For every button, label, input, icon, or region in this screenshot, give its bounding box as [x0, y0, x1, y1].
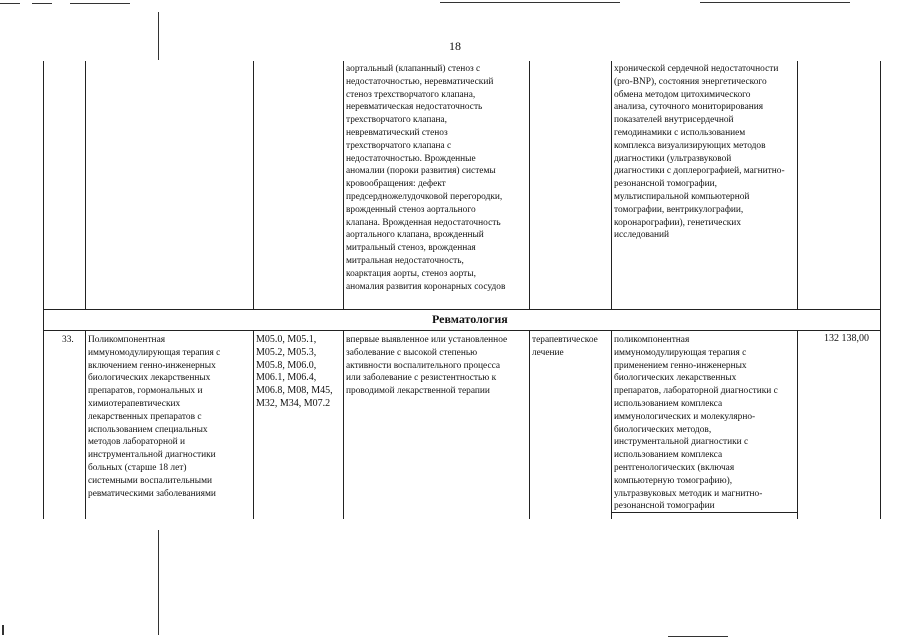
col-divider-2b: [253, 330, 254, 519]
col-divider-4: [529, 61, 530, 309]
scan-artifact-vertical-bottom: [158, 530, 159, 635]
scan-artifact-top-left: [0, 3, 20, 4]
row-method-cell: поликомпонентная иммуномодулирующая терапия с применением генно-инженерных биологических лекарственных препаратов, лабораторной диагностики с использованием комплекса иммунологических и молекулярно- биологических методов, инструментальной диагностики с использованием комплекса рентгенологических (включая компьютерную томографию), ультразвуковых методик и магнитно- резонансной томографии: [614, 335, 778, 512]
scan-artifact-top-left-2: [32, 3, 52, 4]
section-top-border: [43, 309, 881, 310]
scan-artifact-left-edge: [2, 625, 4, 635]
row-codes-cell: M05.0, M05.1, M05.2, M05.3, M05.8, M06.0, M06.1, M06.4, M06.8, M08, M45, M32, M34, M07.2: [256, 334, 333, 409]
row-name-cell: Поликомпонентная иммуномодулирующая терапия с включением генно-инженерных биологических лекарственных препаратов, гормональных и химиотерапевтических лекарственных препаратов с использованием специальных методов лабораторной и инструментальной диагностики больных (старше 18 лет) системными воспалительными ревматическими заболеваниями: [88, 335, 221, 499]
page-number: 18: [449, 39, 461, 53]
scan-artifact-bottom-right: [668, 636, 728, 637]
col-divider-3: [343, 61, 344, 309]
col-divider-3b: [343, 330, 344, 519]
table-border-right: [880, 61, 881, 519]
row-number: 33.: [62, 335, 74, 345]
method-cell-bottom: [611, 512, 798, 513]
col-divider-1: [85, 61, 86, 309]
continuation-disease-cell: аортальный (клапанный) стеноз с недостаточностью, неревматический стеноз трехстворчатого клапана, неревматическая недостаточность трехстворчатого клапана, невревматический стеноз трехстворчатого клапана с недостаточностью. Врожденные аномалии (пороки развития) системы кровообращения: дефект предсердножелудочковой перегородки, врожденный стеноз аортального клапана. Врожденная недостаточность аортального клапана, врожденный митральный стеноз, врожденная митральная недостаточность, коарктация аорты, стеноз аорты, аномалия развития коронарных сосудов: [346, 64, 506, 292]
scan-artifact-top-left-3: [70, 3, 130, 4]
row-treatment-type-cell: терапевтическое лечение: [532, 335, 598, 358]
table-border-left: [43, 61, 44, 519]
col-divider-2: [253, 61, 254, 309]
col-divider-5b: [611, 330, 612, 519]
scan-artifact-vertical: [158, 12, 159, 60]
row-cost-cell: 132 138,00: [824, 333, 869, 344]
section-bottom-border: [43, 330, 881, 331]
section-title: Ревматология: [432, 312, 508, 326]
row-patient-model-cell: впервые выявленное или установленное заболевание с высокой степенью активности воспалительного процесса или заболевание с резистентностью к проводимой лекарственной терапии: [346, 335, 508, 397]
col-divider-4b: [529, 330, 530, 519]
scan-artifact-top-right: [700, 2, 850, 3]
continuation-method-cell: хронической сердечной недостаточности (pro-BNP), состояния энергетического обмена методом цитохимического анализа, суточного мониторирования показателей внутрисердечной гемодинамики с использованием комплекса визуализирующих методов диагностики (ультразвуковой диагностики с доплерографией, магнитно- резонансной томографии, мультиспиральной компьютерной томографии, вентрикулографии, коронарографии), генетических исследований: [614, 64, 785, 241]
col-divider-1b: [85, 330, 86, 519]
col-divider-5: [611, 61, 612, 309]
scan-artifact-top-mid: [440, 2, 620, 3]
